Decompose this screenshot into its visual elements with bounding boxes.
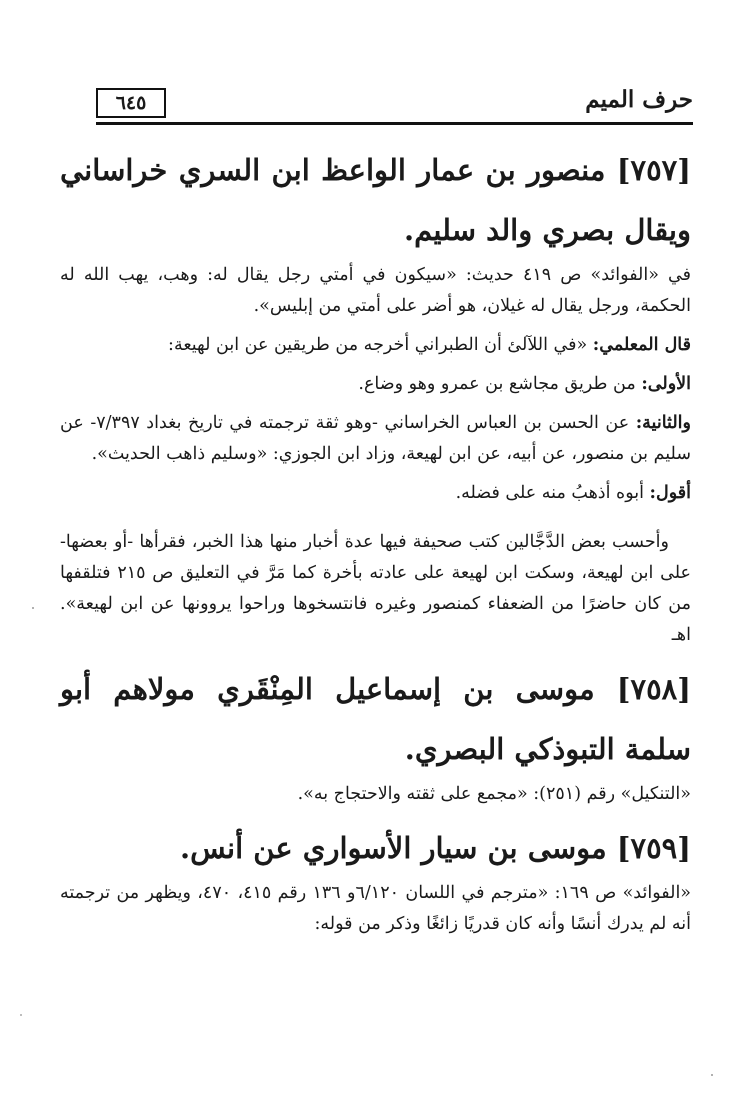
paragraph-label: الأولى: [641,374,691,394]
page-number: ٦٤٥ [96,88,166,118]
scan-speck [32,607,34,609]
paragraph-text: من طريق مجاشع بن عمرو وهو وضاع. [358,374,636,394]
scan-speck [711,1074,713,1076]
paragraph-text: «التنكيل» رقم (٢٥١): «مجمع على ثقته والاحتجاج به». [297,784,691,804]
paragraph-text: وأحسب بعض الدَّجَّالين كتب صحيفة فيها عدة أخبار منها هذا الخبر، فقرأها -أو بعضها- على ابن لهيعة، وسكت ابن لهيعة على عادته بأخرة كما مَرَّ في التعليق ص ٢١٥ فتلقفها من كان حاضرًا من الضعفاء كمنصور وغيره فانتسخوها وراحوا يروونها عن ابن لهيعة». اهـ [60,532,691,645]
entry-heading-757: [٧٥٧] منصور بن عمار الواعظ ابن السري خراساني ويقال بصري والد سليم. [60,153,691,247]
paragraph-label: أقول: [649,483,691,503]
paragraph-label: قال المعلمي: [592,335,691,355]
entry-heading-758: [٧٥٨] موسى بن إسماعيل المِنْقَري مولاهم أبو سلمة التبوذكي البصري. [60,672,691,766]
running-title: حرف الميم [585,86,693,113]
paragraph-text: أبوه أذهبُ منه على فضله. [455,483,644,503]
paragraph-label: والثانية: [635,413,691,433]
scan-speck [20,1014,22,1016]
paragraph-text: عن الحسن بن العباس الخراساني -وهو ثقة ترجمته في تاريخ بغداد ٧/٣٩٧- عن سليم بن منصور، عن أبيه، عن ابن لهيعة، وزاد ابن الجوزي: «وسليم ذاهب الحديث». [60,413,691,464]
paragraph-text: «الفوائد» ص ١٦٩: «مترجم في اللسان ٦/١٢٠و ١٣٦ رقم ٤١٥، ٤٧٠، ويظهر من ترجمته أنه لم يدرك أنسًا وأنه كان قدريًا زائغًا وذكر من قوله: [60,883,692,934]
paragraph-text: في «الفوائد» ص ٤١٩ حديث: «سيكون في أمتي رجل يقال له: وهب، يهب الله له الحكمة، ورجل يقال له غيلان، هو أضر على أمتي من إبليس». [60,265,692,316]
entry-heading-759: [٧٥٩] موسى بن سيار الأسواري عن أنس. [179,831,691,865]
paragraph-text: «في اللآلئ أن الطبراني أخرجه من طريقين عن ابن لهيعة: [168,335,588,355]
